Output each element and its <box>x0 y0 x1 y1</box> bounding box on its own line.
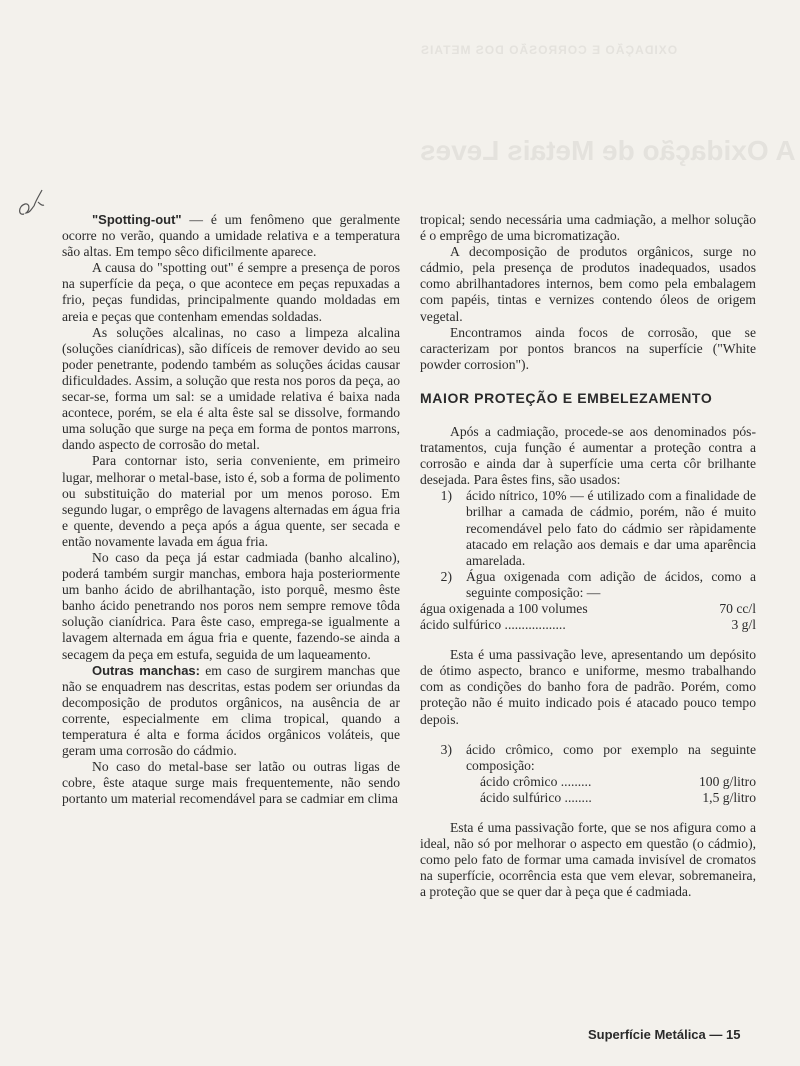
term-spotting-out: "Spotting-out" <box>92 212 182 227</box>
paragraph: Após a cadmiação, procede-se aos denominados pós-tratamentos, cuja função é aumentar a proteção contra a corrosão e ainda dar à superfície uma certa côr brilhante desejada. Para êstes fins, são usados: <box>420 423 756 488</box>
paragraph: Esta é uma passivação leve, apresentando um depósito de ótimo aspecto, branco e uniforme, mesmo trabalhando com as condições do banho fora de padrão. Porém, como proteção não é muito indicado pois é atacado pouco tempo depois. <box>420 647 756 727</box>
paragraph: Encontramos ainda focos de corrosão, que se caracterizam por pontos brancos na superfície ("White powder corrosion"). <box>420 324 756 372</box>
paragraph: A causa do "spotting out" é sempre a presença de poros na superfície da peça, o que acontece em peças repuxadas a frio, peças fundidas, principalmente quando moldadas em areia e peças que contenham emendas soldadas. <box>62 260 400 324</box>
left-column <box>62 212 400 807</box>
paragraph-outras-manchas: Outras manchas: em caso de surgirem manchas que não se enquadrem nas descritas, estas podem ser oriundas da decomposição de produtos orgânicos, na ausência de ar corrente, especialmente em clima tropical, quando a temperatura é alta e forma ácidos orgânicos voláteis, que geram uma corrosão do cádmio. <box>62 662 400 759</box>
list-item <box>420 742 756 774</box>
paragraph: A decomposição de produtos orgânicos, surge no cádmio, pela presença de produtos inadequados, usados como abrilhantadores internos, bem como pela embalagem com papéis, tintas e vernizes contendo óleos de origem vegetal. <box>420 244 756 324</box>
paragraph: Esta é uma passivação forte, que se nos afigura como a ideal, não só por melhorar o aspecto em questão (o cádmio), como pelo fato de formar uma camada invisível de cromatos na superfície, ocorrência esta que vem elevar, sobremaneira, a proteção que se quer dar à peça que é cadmiada. <box>420 820 756 900</box>
list-text: Água oxigenada com adição de ácidos, como a seguinte composição: — <box>466 568 756 600</box>
list-text: ácido nítrico, 10% — é utilizado com a finalidade de brilhar a camada de cádmio, porém, não é muito recomendável pelo fato do cádmio ser ràpidamente atacado em relação aos demais e dar uma aparência amarelada. <box>466 488 756 568</box>
section-heading: MAIOR PROTEÇÃO E EMBELEZAMENTO <box>420 389 713 406</box>
page-footer: Superfície Metálica — 15 <box>588 1027 741 1042</box>
formula-line: ácido sulfúrico ........ 1,5 g/litro <box>480 789 756 805</box>
bleed-through-title: A Oxidação de Metais Leves <box>420 135 796 166</box>
handwritten-margin-mark <box>16 186 46 226</box>
right-column <box>420 212 756 900</box>
paragraph: As soluções alcalinas, no caso a limpeza alcalina (soluções cianídricas), são difíceis de remover devido ao seu poder penetrante, podendo também as soluções ácidas causar dificuldades. Assim, a solução que resta nos poros da peça, ao secar-se, forma um sal: se a umidade relativa é baixa nada acontece, porém, se ela é alta êste sal se dissolve, formando uma solução que surge na peça em forma de pontos marrons, dando aspecto de corrosão do metal. <box>62 324 400 453</box>
paragraph: Para contornar isto, seria conveniente, em primeiro lugar, melhorar o metal-base, isto é, sob a forma de polimento ou substituição do material por um menos poroso. Em segundo lugar, o emprêgo de lavagens alternadas em água fria e quente, devendo a peça após a água quente, ser secada e então novamente lavada em água fria. <box>62 453 400 549</box>
list-number: 3) <box>440 741 452 757</box>
formula-line: ácido sulfúrico .................. 3 g/l <box>420 617 756 633</box>
formula-line: água oxigenada a 100 volumes 70 cc/l <box>420 600 756 616</box>
list-item <box>420 488 756 568</box>
formula-line: ácido crômico ......... 100 g/litro <box>480 773 756 789</box>
paragraph: No caso do metal-base ser latão ou outras ligas de cobre, êste ataque surge mais frequentemente, não sendo portanto um material recomendável para se cadmiar em clima <box>62 759 400 807</box>
list-number: 2) <box>440 568 452 584</box>
paragraph-spotting-out: "Spotting-out" — é um fenômeno que geralmente ocorre no verão, quando a umidade relativa e a temperatura são altas. Em tempo sêco dificilmente aparece. <box>62 212 400 260</box>
term-outras-manchas: Outras manchas: <box>92 662 200 678</box>
bleed-through-header: OXIDAÇÃO E CORROSÃO DOS METAIS <box>420 43 678 57</box>
paragraph: tropical; sendo necessária uma cadmiação, a melhor solução é o emprêgo de uma bicromatização. <box>420 212 756 244</box>
list-text: ácido crômico, como por exemplo na seguinte composição: <box>466 741 756 773</box>
list-item <box>420 569 756 601</box>
paragraph: No caso da peça já estar cadmiada (banho alcalino), poderá também surgir manchas, embora haja posteriormente um banho ácido de abrilhantação, isto porquê, mesmo êste banho ácido penetrando nos poros nem sempre remove tôda solução cianídrica. Para êste caso, emprega-se igualmente a lavagem alternada em água fria e quente, fazendo-se ainda a secagem da peça em estufa, seguida de um laqueamento. <box>62 549 400 662</box>
list-number: 1) <box>440 488 452 504</box>
